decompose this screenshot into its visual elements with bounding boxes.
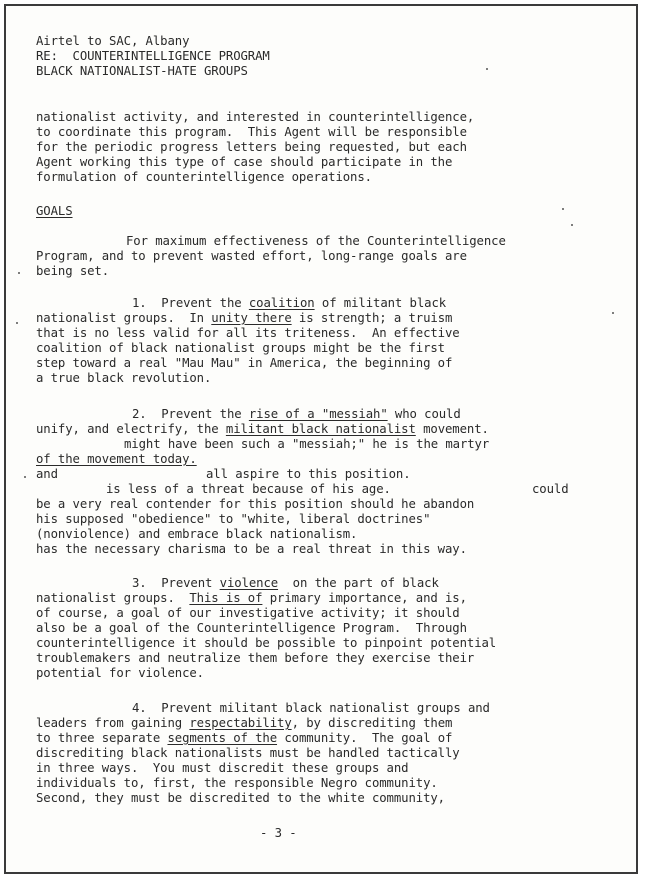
goal3-line-2 [36, 591, 467, 606]
goal3-underlined: violence [219, 576, 279, 590]
goal4-l3-underlined: segments of the [167, 731, 278, 745]
goal3-l2-a: nationalist groups. [36, 591, 190, 605]
goal4-line-1: 4. Prevent militant black nationalist groups and [132, 701, 490, 715]
goal1-text-b: of militant black [314, 296, 447, 310]
scan-speck [18, 272, 20, 274]
scan-speck [16, 322, 18, 324]
goal4-l3-a: to three separate [36, 731, 168, 745]
goal3-text-b: on the part of black [278, 576, 439, 590]
goals-intro-line-3: being set. [36, 264, 110, 278]
goal2-line-7: be a very real contender for this position should he abandon [36, 497, 475, 511]
document-page [4, 4, 638, 874]
page-number: - 3 - [260, 826, 297, 840]
goal2-line-2 [36, 422, 489, 437]
goal1-line-1 [132, 296, 446, 311]
goal4-l2-underlined: respectability [189, 716, 292, 730]
goal1-line-2 [36, 311, 452, 326]
goal2-line-1 [132, 407, 461, 422]
goal4-line-6: individuals to, first, the responsible Negro community. [36, 776, 438, 790]
goal3-line-3: of course, a goal of our investigative activity; it should [36, 606, 460, 620]
goal2-line-9: (nonviolence) and embrace black nationalism. [36, 527, 358, 541]
goal2-line-5a: and [36, 467, 58, 481]
goal4-line-7: Second, they must be discredited to the white community, [36, 791, 445, 805]
header-line-1: Airtel to SAC, Albany [36, 34, 190, 48]
scan-speck [486, 68, 488, 70]
goal1-text-a: 1. Prevent the [132, 296, 249, 310]
goal1-l2-b: is strength; a truism [291, 311, 453, 325]
goal4-line-3 [36, 731, 452, 746]
goal2-line-3: might have been such a "messiah;" he is the martyr [124, 437, 490, 451]
goal3-line-6: troublemakers and neutralize them before they exercise their [36, 651, 475, 665]
goal2-underlined: rise of a "messiah" [248, 407, 388, 421]
goal4-l3-b: community. The goal of [277, 731, 453, 745]
intro-line-5: formulation of counterintelligence operations. [36, 170, 372, 184]
goal2-text-a: 2. Prevent the [132, 407, 249, 421]
goal3-text-a: 3. Prevent [132, 576, 220, 590]
intro-line-3: for the periodic progress letters being requested, but each [36, 140, 467, 154]
goal3-line-5: counterintelligence it should be possible to pinpoint potential [36, 636, 497, 650]
scan-speck [571, 224, 573, 226]
goal3-line-7: potential for violence. [36, 666, 204, 680]
goal1-l2-a: nationalist groups. In [36, 311, 212, 325]
goal1-underlined: coalition [248, 296, 315, 310]
goal3-l2-underlined: This is of [189, 591, 263, 605]
goals-intro-line-1: For maximum effectiveness of the Counterintelligence [126, 234, 506, 248]
goal2-line-5b: all aspire to this position. [206, 467, 411, 481]
header-line-3: BLACK NATIONALIST-HATE GROUPS [36, 64, 248, 78]
goal4-line-4: discrediting black nationalists must be handled tactically [36, 746, 460, 760]
goal2-line-8: his supposed "obedience" to "white, liberal doctrines" [36, 512, 431, 526]
goal3-l2-b: primary importance, and is, [262, 591, 467, 605]
scan-speck [24, 476, 26, 478]
goals-heading: GOALS [36, 204, 73, 218]
intro-line-2: to coordinate this program. This Agent will be responsible [36, 125, 467, 139]
goal1-l2-underlined: unity there [211, 311, 292, 325]
goal1-line-6: a true black revolution. [36, 371, 212, 385]
goal3-line-4: also be a goal of the Counterintelligence Program. Through [36, 621, 467, 635]
goal1-line-3: that is no less valid for all its triteness. An effective [36, 326, 460, 340]
intro-line-1: nationalist activity, and interested in counterintelligence, [36, 110, 475, 124]
goals-intro-line-2: Program, and to prevent wasted effort, long-range goals are [36, 249, 467, 263]
goal2-text-b: who could [387, 407, 461, 421]
goal3-line-1 [132, 576, 439, 591]
goal2-line-6a: is less of a threat because of his age. [106, 482, 391, 496]
goal4-l2-b: , by discrediting them [291, 716, 453, 730]
scan-speck [562, 208, 564, 210]
goal2-l2-a: unify, and electrify, the [36, 422, 226, 436]
scan-speck [612, 312, 614, 314]
header-line-2: RE: COUNTERINTELLIGENCE PROGRAM [36, 49, 270, 63]
intro-line-4: Agent working this type of case should participate in the [36, 155, 453, 169]
goal2-line-4: of the movement today. [36, 452, 197, 466]
goal2-l2-b: movement. [415, 422, 489, 436]
goal4-l2-a: leaders from gaining [36, 716, 190, 730]
goal2-line-6b: could [532, 482, 569, 496]
goal4-line-2 [36, 716, 452, 731]
goal2-line-10: has the necessary charisma to be a real threat in this way. [36, 542, 467, 556]
goal1-line-5: step toward a real "Mau Mau" in America, the beginning of [36, 356, 453, 370]
goal2-l2-underlined: militant black nationalist [225, 422, 416, 436]
goal4-line-5: in three ways. You must discredit these groups and [36, 761, 409, 775]
goal1-line-4: coalition of black nationalist groups might be the first [36, 341, 445, 355]
